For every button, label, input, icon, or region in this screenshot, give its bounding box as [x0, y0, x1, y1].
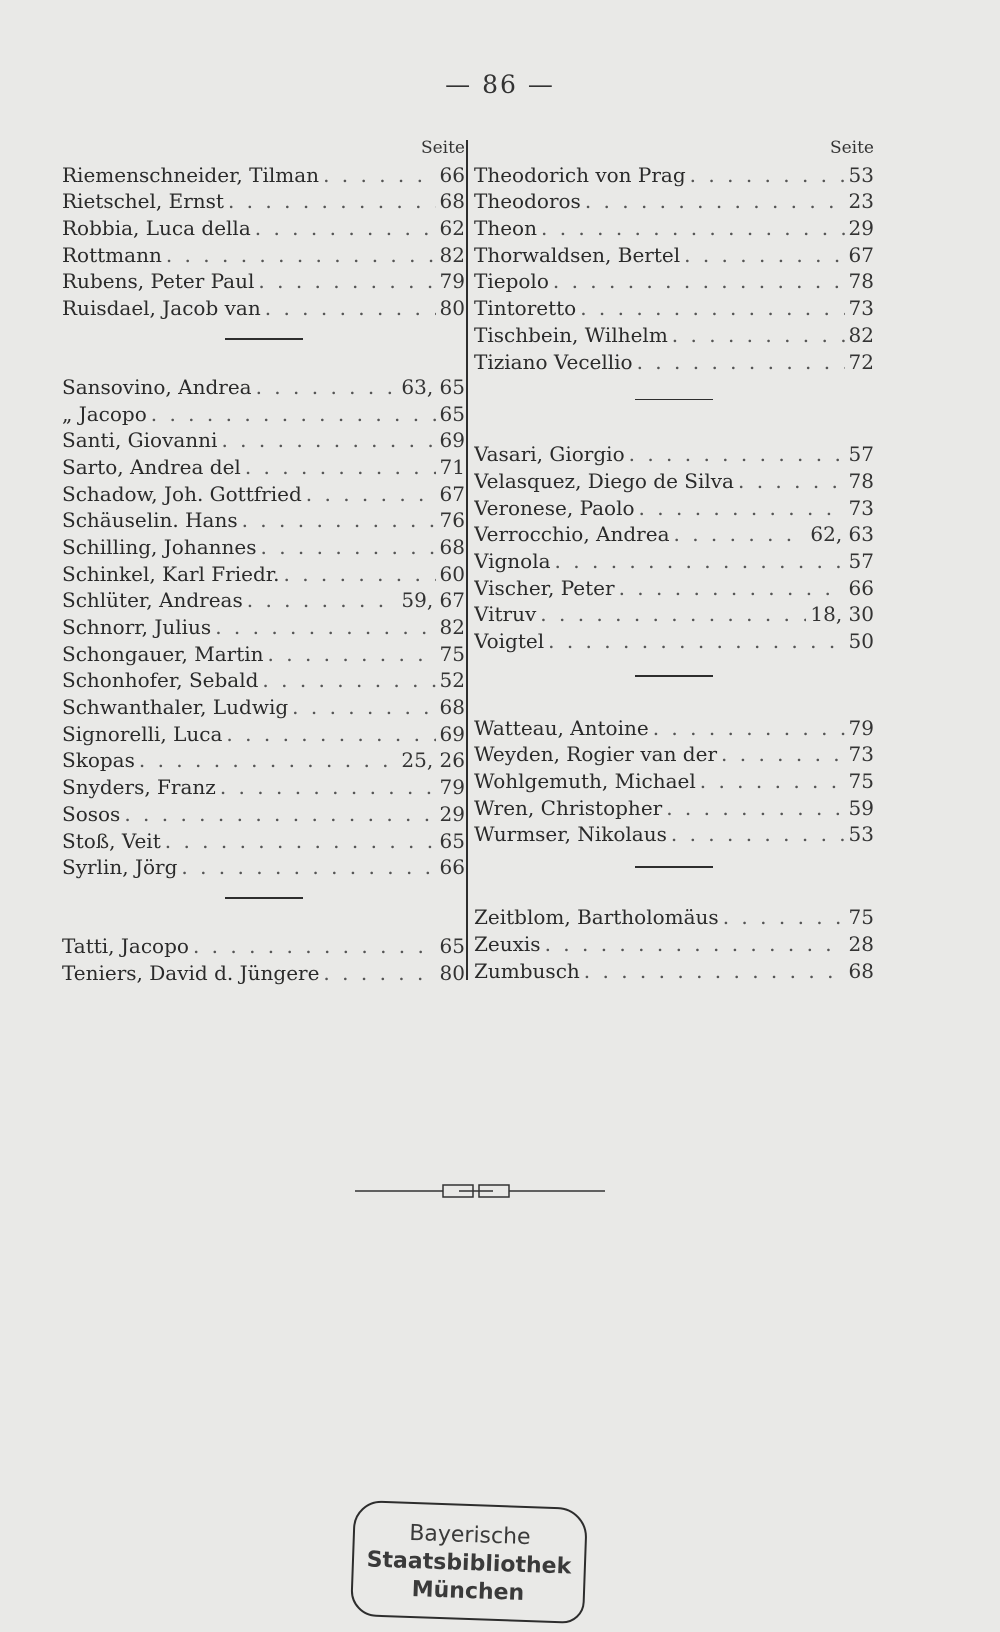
leader-dots: [284, 562, 436, 586]
entry-page: 57: [848, 548, 874, 573]
group-separator: [62, 320, 465, 372]
separator-rule: [225, 897, 303, 899]
leader-dots: [226, 722, 435, 746]
leader-dots: [690, 163, 845, 187]
leader-dots: [166, 243, 436, 267]
entry-page: 57: [848, 442, 874, 467]
leader-dots: [723, 905, 845, 929]
entry-name: Voigtel: [474, 629, 545, 653]
index-entry: [474, 160, 874, 187]
index-entry: [62, 719, 465, 746]
entry-name: Vasari, Giorgio: [474, 442, 625, 467]
entry-page: 67: [439, 481, 465, 506]
index-entry: [474, 320, 874, 347]
index-entry: [62, 426, 465, 453]
index-entry: [474, 740, 874, 767]
entry-name: Stoß, Veit: [62, 828, 161, 853]
leader-dots: [684, 243, 844, 267]
entry-page: 75: [848, 905, 874, 930]
index-entry: [474, 713, 874, 740]
page-column-header: Seite: [829, 138, 874, 158]
index-entry: [62, 506, 465, 533]
leader-dots: [292, 695, 435, 719]
page-column-header: Seite: [420, 138, 465, 158]
entry-page: 52: [439, 668, 465, 693]
entry-name: Zeitblom, Bartholomäus: [474, 905, 719, 930]
leader-dots: [555, 549, 845, 573]
leader-dots: [245, 455, 436, 479]
entry-name: Schlüter, Andreas: [62, 588, 243, 613]
leader-dots: [215, 615, 435, 639]
leader-dots: [124, 802, 435, 826]
entry-name: Snyders, Franz: [62, 775, 216, 800]
entry-name: Teniers, David d. Jüngere: [62, 960, 320, 985]
leader-dots: [548, 629, 844, 653]
entry-page: 50: [848, 629, 874, 653]
entry-page: 73: [848, 296, 874, 321]
leader-dots: [666, 796, 844, 820]
leader-dots: [165, 829, 436, 853]
entry-page: 25, 26: [401, 748, 465, 773]
entry-page: 72: [848, 349, 874, 374]
entry-page: 62: [439, 216, 465, 241]
entry-page: 18, 30: [810, 602, 874, 627]
entry-page: 75: [439, 641, 465, 666]
group-separator: [474, 374, 874, 440]
index-entry: [62, 160, 465, 187]
index-entry: [62, 267, 465, 294]
leader-dots: [545, 932, 845, 956]
entry-name: Riemenschneider, Tilman: [62, 162, 320, 187]
entry-page: 68: [439, 534, 465, 559]
entry-name: Wren, Christopher: [474, 795, 663, 820]
entry-page: 60: [439, 561, 465, 586]
entry-page: 69: [439, 721, 465, 746]
entry-name: Tischbein, Wilhelm: [474, 322, 668, 347]
entry-name: Skopas: [62, 748, 135, 773]
index-entry: [62, 746, 465, 773]
index-entry: [474, 600, 874, 627]
page-number: — 86 —: [445, 70, 555, 99]
index-entry: [62, 399, 465, 426]
index-entry: [474, 267, 874, 294]
entry-page: 29: [848, 216, 874, 241]
entry-page: 29: [439, 801, 465, 826]
leader-dots: [265, 296, 436, 320]
entry-page: 59, 67: [401, 588, 465, 613]
entry-page: 23: [848, 189, 874, 214]
leader-dots: [721, 742, 845, 766]
stamp-line: Bayerische: [408, 1520, 531, 1551]
entry-name: Schilling, Johannes: [62, 534, 257, 559]
end-ornament: [355, 1184, 605, 1198]
index-entry: [62, 187, 465, 214]
index-entry: [62, 452, 465, 479]
entry-name: Veronese, Paolo: [474, 495, 635, 520]
entry-name: Theon: [474, 216, 537, 241]
entry-page: 73: [848, 742, 874, 767]
index-entry: [474, 187, 874, 214]
entry-name: Vitruv: [474, 602, 537, 627]
index-entry: [474, 240, 874, 267]
entry-page: 79: [439, 269, 465, 294]
entry-name: Wohlgemuth, Michael: [474, 769, 696, 794]
entry-name: Watteau, Antoine: [474, 715, 649, 740]
index-column-left: [62, 138, 465, 985]
stamp-line: München: [411, 1577, 525, 1606]
entry-name: „ Jacopo: [62, 401, 147, 426]
index-entry: [62, 240, 465, 267]
leader-dots: [242, 508, 436, 532]
entry-page: 71: [439, 454, 465, 479]
separator-rule: [635, 675, 713, 677]
index-entry: [62, 692, 465, 719]
index-entry: [474, 929, 874, 956]
entry-page: 76: [439, 508, 465, 533]
right-index-groups: [474, 160, 874, 983]
entry-name: Schadow, Joh. Gottfried: [62, 481, 302, 506]
entry-page: 59: [848, 795, 874, 820]
leader-dots: [323, 961, 435, 985]
entry-page: 65: [439, 933, 465, 958]
leader-dots: [262, 668, 435, 692]
entry-name: Weyden, Rogier van der: [474, 742, 718, 767]
entry-page: 82: [848, 322, 874, 347]
entry-page: 65: [439, 828, 465, 853]
entry-page: 65: [439, 401, 465, 426]
leader-dots: [671, 822, 845, 846]
index-entry: [62, 213, 465, 240]
entry-name: Sosos: [62, 801, 121, 826]
entry-name: Syrlin, Jörg: [62, 855, 178, 880]
index-entry: [474, 546, 874, 573]
index-entry: [62, 772, 465, 799]
index-entry: [62, 799, 465, 826]
entry-name: Sarto, Andrea del: [62, 454, 241, 479]
leader-dots: [637, 350, 845, 374]
leader-dots: [228, 189, 436, 213]
group-separator: [62, 879, 465, 931]
entry-name: Thorwaldsen, Bertel: [474, 242, 681, 267]
entry-name: Theodoros: [474, 189, 581, 214]
group-separator: [474, 846, 874, 902]
entry-name: Schonhofer, Sebald: [62, 668, 259, 693]
index-entry: [62, 559, 465, 586]
leader-dots: [653, 716, 845, 740]
leader-dots: [700, 769, 845, 793]
index-entry: [474, 347, 874, 374]
entry-page: 80: [439, 960, 465, 985]
entry-page: 69: [439, 428, 465, 453]
index-entry: [62, 853, 465, 880]
index-entry: [62, 639, 465, 666]
index-entry: [474, 956, 874, 983]
index-entry: [474, 213, 874, 240]
entry-name: Schwanthaler, Ludwig: [62, 695, 289, 720]
entry-page: 78: [848, 269, 874, 294]
entry-page: 68: [439, 695, 465, 720]
leader-dots: [220, 775, 436, 799]
entry-name: Velasquez, Diego de Silva: [474, 468, 734, 493]
leader-dots: [738, 469, 845, 493]
separator-rule: [635, 399, 713, 401]
entry-name: Tiepolo: [474, 269, 549, 294]
leader-dots: [268, 642, 436, 666]
entry-name: Ruisdael, Jacob van: [62, 296, 261, 321]
index-entry: [474, 293, 874, 320]
leader-dots: [580, 296, 844, 320]
entry-page: 62, 63: [810, 522, 874, 547]
leader-dots: [256, 375, 398, 399]
leader-dots: [619, 576, 845, 600]
leader-dots: [258, 269, 435, 293]
index-entry: [474, 626, 874, 653]
entry-page: 68: [439, 189, 465, 214]
leader-dots: [261, 535, 436, 559]
entry-page: 68: [848, 958, 874, 983]
leader-dots: [639, 496, 845, 520]
leader-dots: [585, 189, 845, 213]
index-entry: [474, 793, 874, 820]
leader-dots: [193, 934, 436, 958]
entry-name: Schinkel, Karl Friedr.: [62, 561, 280, 586]
leader-dots: [247, 588, 398, 612]
index-entry: [474, 902, 874, 929]
entry-name: Verrocchio, Andrea: [474, 522, 670, 547]
entry-name: Schnorr, Julius: [62, 615, 212, 639]
index-entry: [474, 573, 874, 600]
index-entry: [474, 493, 874, 520]
separator-rule: [635, 866, 713, 868]
leader-dots: [181, 855, 435, 879]
index-entry: [62, 479, 465, 506]
index-entry: [62, 931, 465, 958]
entry-page: 79: [439, 775, 465, 800]
leader-dots: [629, 442, 845, 466]
entry-name: Rubens, Peter Paul: [62, 269, 255, 294]
entry-page: 53: [848, 162, 874, 187]
group-separator: [474, 653, 874, 713]
leader-dots: [151, 402, 436, 426]
entry-name: Zeuxis: [474, 931, 541, 956]
index-entry: [62, 958, 465, 985]
leader-dots: [540, 602, 806, 626]
entry-name: Sansovino, Andrea: [62, 374, 252, 399]
entry-name: Tatti, Jacopo: [62, 933, 189, 958]
separator-rule: [225, 338, 303, 340]
entry-page: 66: [439, 162, 465, 187]
index-entry: [474, 466, 874, 493]
entry-page: 28: [848, 931, 874, 956]
index-entry: [474, 440, 874, 467]
index-entry: [474, 820, 874, 847]
entry-name: Tiziano Vecellio: [474, 349, 633, 374]
index-entry: [62, 293, 465, 320]
entry-name: Schäuselin. Hans: [62, 508, 238, 533]
leader-dots: [672, 323, 845, 347]
entry-name: Rottmann: [62, 242, 162, 267]
entry-page: 79: [848, 715, 874, 740]
index-entry: [62, 612, 465, 639]
entry-page: 73: [848, 495, 874, 520]
entry-name: Rietschel, Ernst: [62, 189, 224, 214]
entry-name: Theodorich von Prag: [474, 162, 686, 187]
left-index-groups: [62, 160, 465, 985]
entry-page: 66: [439, 855, 465, 880]
leader-dots: [541, 216, 845, 240]
entry-name: Robbia, Luca della: [62, 216, 251, 241]
index-entry: [62, 586, 465, 613]
leader-dots: [221, 428, 435, 452]
column-divider: [466, 140, 468, 980]
entry-page: 78: [848, 468, 874, 493]
library-stamp: [350, 1500, 588, 1624]
entry-name: Tintoretto: [474, 296, 577, 321]
index-entry: [474, 766, 874, 793]
entry-page: 67: [848, 242, 874, 267]
leader-dots: [674, 522, 807, 546]
entry-page: 66: [848, 575, 874, 600]
index-entry: [62, 372, 465, 399]
entry-name: Santi, Giovanni: [62, 428, 218, 453]
leader-dots: [584, 959, 845, 983]
index-entry: [62, 826, 465, 853]
leader-dots: [553, 269, 845, 293]
index-entry: [474, 520, 874, 547]
leader-dots: [255, 216, 436, 240]
entry-name: Wurmser, Nikolaus: [474, 822, 667, 847]
entry-page: 82: [439, 615, 465, 639]
entry-name: Schongauer, Martin: [62, 641, 264, 666]
entry-page: 82: [439, 242, 465, 267]
entry-name: Signorelli, Luca: [62, 721, 223, 746]
entry-page: 80: [439, 296, 465, 321]
entry-page: 63, 65: [401, 374, 465, 399]
entry-page: 75: [848, 769, 874, 794]
entry-name: Vischer, Peter: [474, 575, 615, 600]
index-entry: [62, 532, 465, 559]
entry-name: Zumbusch: [474, 958, 580, 983]
leader-dots: [139, 748, 398, 772]
leader-dots: [323, 163, 435, 187]
index-entry: [62, 666, 465, 693]
index-column-right: [474, 138, 874, 983]
entry-name: Vignola: [474, 548, 551, 573]
leader-dots: [306, 482, 436, 506]
stamp-line: Staatsbibliothek: [366, 1547, 572, 1580]
entry-page: 53: [848, 822, 874, 847]
